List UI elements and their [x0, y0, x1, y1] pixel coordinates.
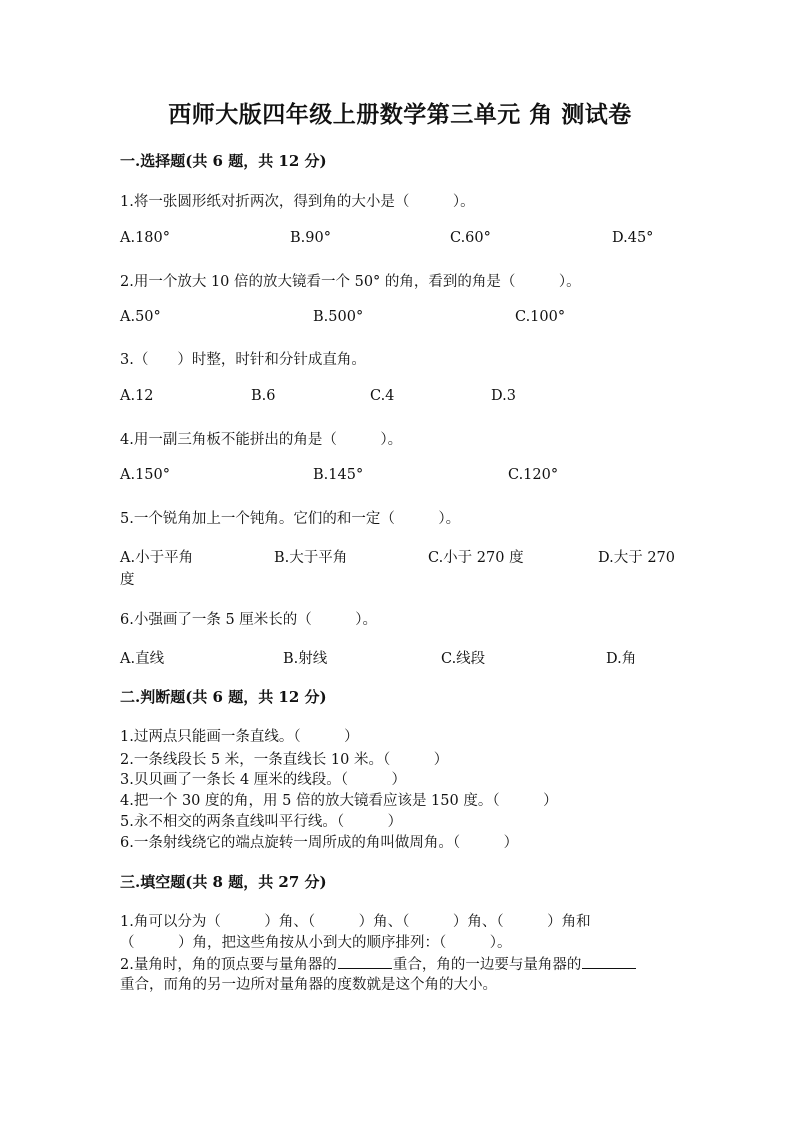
option-2b: B.500° — [313, 309, 364, 325]
option-6d: D.角 — [606, 651, 637, 667]
judgement-item-4: 4.把一个 30 度的角，用 5 倍的放大镜看应该是 150 度。（ ） — [120, 793, 558, 809]
section-heading-choice: 一.选择题(共 6 题，共 12 分) — [120, 152, 327, 170]
fill-question-2-part-b: 重合，角的一边要与量角器的 — [392, 957, 582, 973]
option-2a: A.50° — [120, 309, 161, 325]
judgement-item-3: 3.贝贝画了一条长 4 厘米的线段。（ ） — [120, 772, 407, 788]
option-5b: B.大于平角 — [274, 550, 348, 566]
option-1b: B.90° — [290, 230, 331, 246]
option-3d: D.3 — [491, 388, 516, 404]
question-3: 3.（ ）时整，时针和分针成直角。 — [120, 352, 366, 368]
option-3b: B.6 — [251, 388, 276, 404]
option-1d: D.45° — [612, 230, 654, 246]
option-5c: C.小于 270 度 — [428, 550, 524, 566]
judgement-item-5: 5.永不相交的两条直线叫平行线。（ ） — [120, 814, 403, 830]
option-6b: B.射线 — [283, 651, 328, 667]
answer-blank-1[interactable] — [338, 954, 392, 969]
question-5: 5.一个锐角加上一个钝角。它们的和一定（ ）。 — [120, 511, 461, 527]
option-2c: C.100° — [515, 309, 566, 325]
fill-question-2-line2: 重合，而角的另一边所对量角器的度数就是这个角的大小。 — [120, 977, 497, 993]
option-3c: C.4 — [370, 388, 395, 404]
section-heading-fill: 三.填空题(共 8 题，共 27 分) — [120, 873, 327, 891]
option-1c: C.60° — [450, 230, 491, 246]
option-4c: C.120° — [508, 467, 559, 483]
judgement-item-6: 6.一条射线绕它的端点旋转一周所成的角叫做周角。（ ） — [120, 835, 519, 851]
option-6a: A.直线 — [120, 651, 165, 667]
option-3a: A.12 — [120, 388, 154, 404]
option-6c: C.线段 — [441, 651, 486, 667]
fill-question-2-part-a: 2.量角时，角的顶点要与量角器的 — [120, 957, 337, 973]
option-4a: A.150° — [120, 467, 171, 483]
page-title: 西师大版四年级上册数学第三单元 角 测试卷 — [168, 101, 632, 128]
option-4b: B.145° — [313, 467, 364, 483]
judgement-item-1: 1.过两点只能画一条直线。（ ） — [120, 729, 359, 745]
question-6: 6.小强画了一条 5 厘米长的（ ）。 — [120, 612, 378, 628]
section-heading-judgement: 二.判断题(共 6 题，共 12 分) — [120, 688, 327, 706]
fill-question-2-line1 — [120, 953, 637, 974]
question-2: 2.用一个放大 10 倍的放大镜看一个 50° 的角，看到的角是（ ）。 — [120, 274, 581, 290]
option-1a: A.180° — [120, 230, 171, 246]
option-5a: A.小于平角 — [120, 550, 194, 566]
option-5d: D.大于 270 — [598, 550, 676, 566]
option-5d-wrap: 度 — [120, 572, 135, 588]
question-4: 4.用一副三角板不能拼出的角是（ ）。 — [120, 432, 403, 448]
answer-blank-2[interactable] — [582, 954, 636, 969]
fill-question-1-line1: 1.角可以分为（ ）角、（ ）角、（ ）角、（ ）角和 — [120, 914, 591, 930]
fill-question-1-line2: （ ）角，把这些角按从小到大的顺序排列：（ ）。 — [120, 935, 512, 951]
judgement-item-2: 2.一条线段长 5 米，一条直线长 10 米。（ ） — [120, 752, 449, 768]
question-1: 1.将一张圆形纸对折两次，得到角的大小是（ ）。 — [120, 194, 475, 210]
